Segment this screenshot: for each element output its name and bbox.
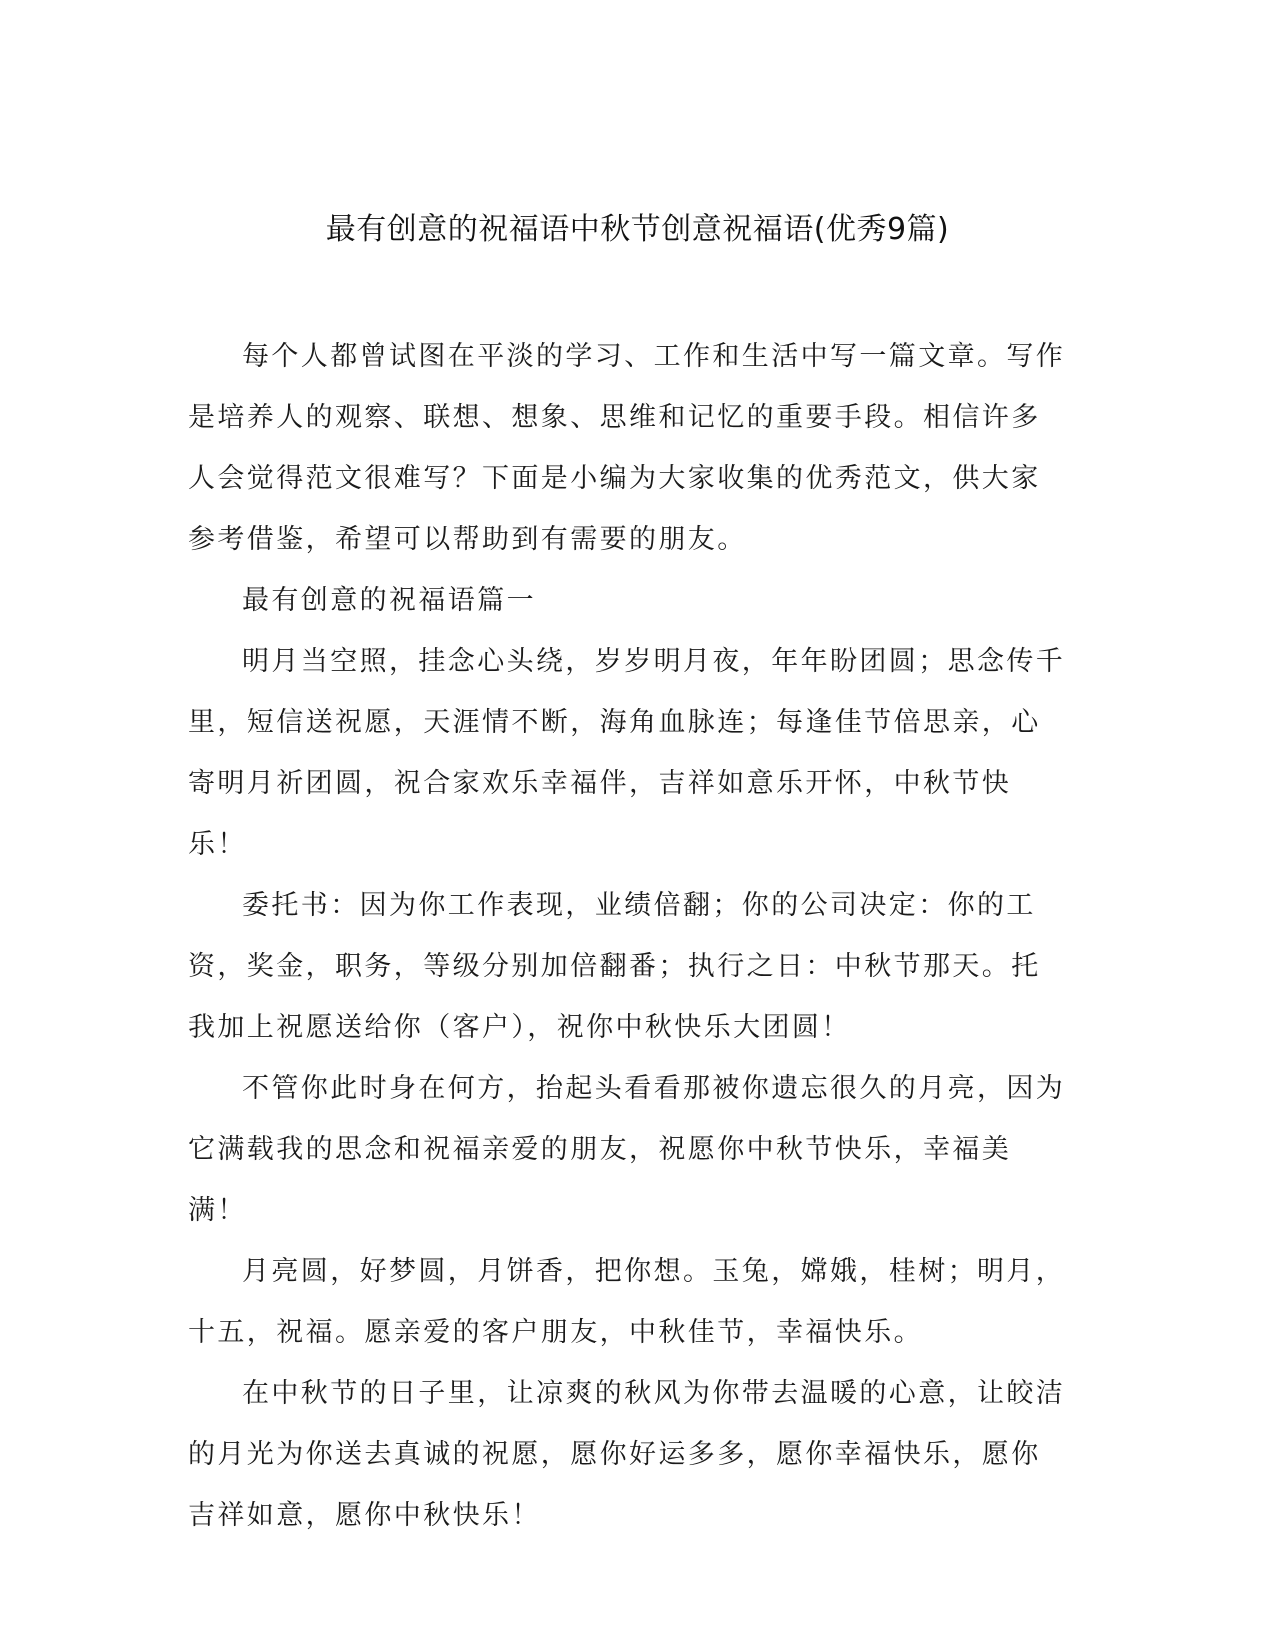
section-heading: 最有创意的祝福语篇一 (242, 585, 536, 616)
body-paragraph: 不管你此时身在何方，抬起头看看那被你遗忘很久的月亮，因为它满载我的思念和祝福亲爱的朋友，祝愿你中秋节快乐，幸福美满！ (188, 1073, 1066, 1226)
document-body (188, 326, 1068, 1546)
body-paragraph: 月亮圆，好梦圆，月饼香，把你想。玉兔，嫦娥，桂树；明月，十五，祝福。愿亲爱的客户朋友，中秋佳节，幸福快乐。 (188, 1256, 1066, 1348)
body-paragraph: 明月当空照，挂念心头绕，岁岁明月夜，年年盼团圆；思念传千里，短信送祝愿，天涯情不断，海角血脉连；每逢佳节倍思亲，心寄明月祈团圆，祝合家欢乐幸福伴，吉祥如意乐开怀，中秋节快乐！ (188, 646, 1066, 860)
document-title: 最有创意的祝福语中秋节创意祝福语(优秀9篇) (325, 212, 950, 247)
intro-paragraph: 每个人都曾试图在平淡的学习、工作和生活中写一篇文章。写作是培养人的观察、联想、想象、思维和记忆的重要手段。相信许多人会觉得范文很难写？下面是小编为大家收集的优秀范文，供大家参考借鉴，希望可以帮助到有需要的朋友。 (188, 341, 1066, 555)
body-paragraph: 在中秋节的日子里，让凉爽的秋风为你带去温暖的心意，让皎洁的月光为你送去真诚的祝愿，愿你好运多多，愿你幸福快乐，愿你吉祥如意，愿你中秋快乐！ (188, 1378, 1066, 1531)
body-paragraph: 委托书：因为你工作表现，业绩倍翻；你的公司决定：你的工资，奖金，职务，等级分别加倍翻番；执行之日：中秋节那天。托我加上祝愿送给你（客户），祝你中秋快乐大团圆！ (188, 890, 1041, 1043)
